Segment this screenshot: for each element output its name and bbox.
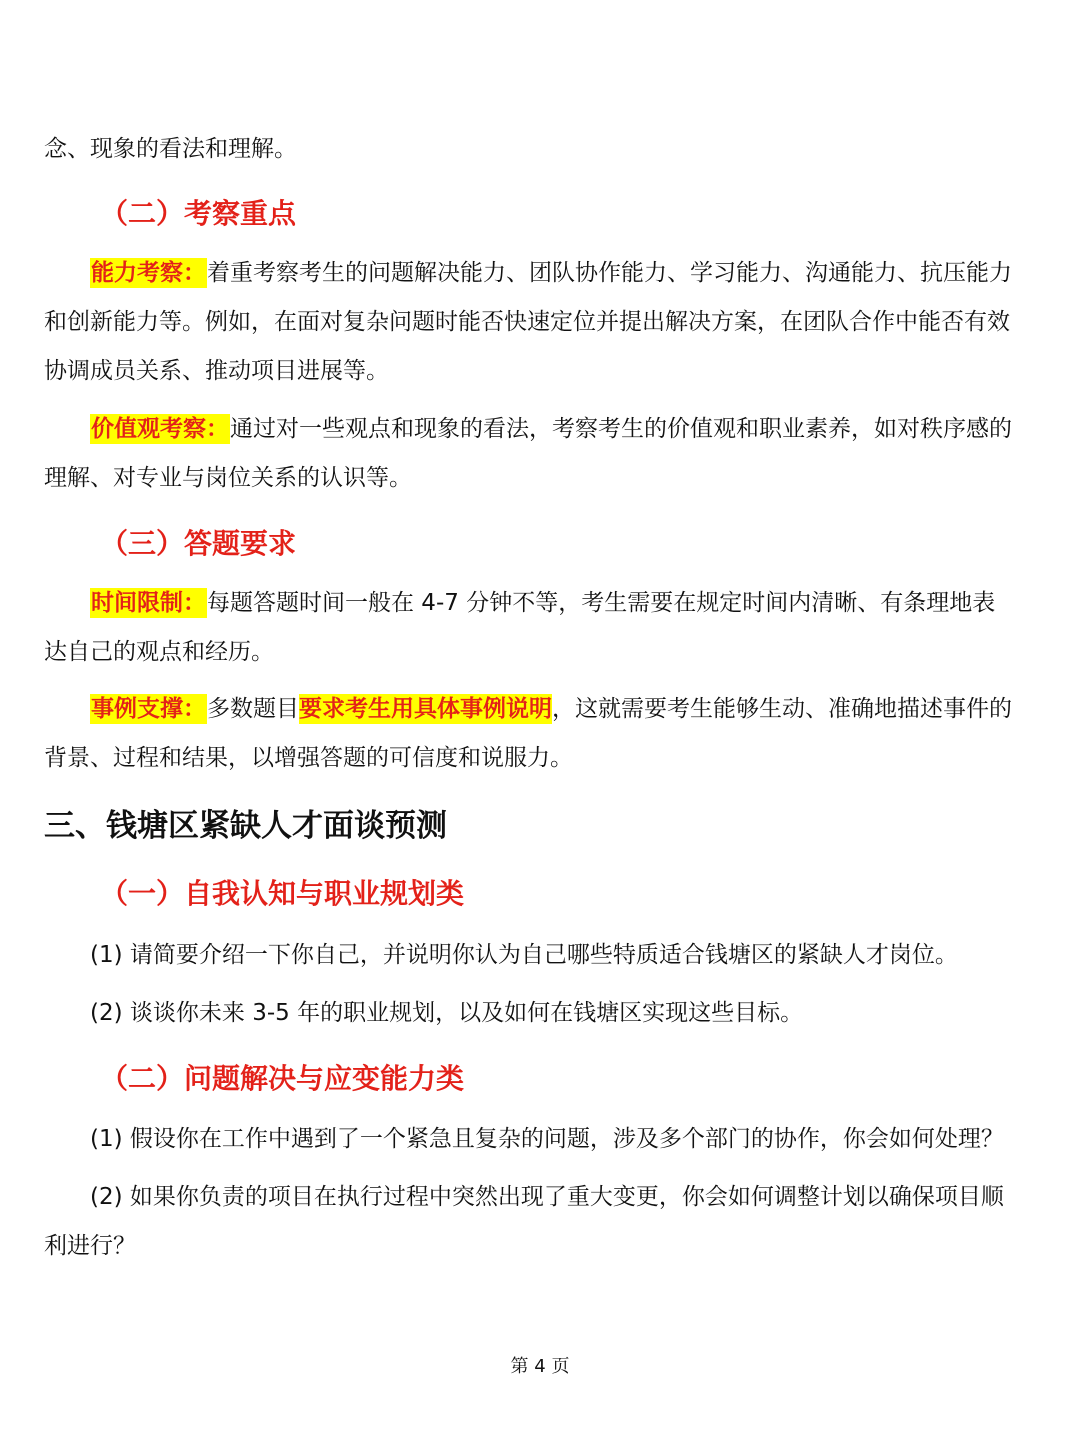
section-three-heading: 三、钱塘区紧缺人才面谈预测	[44, 808, 447, 844]
requirements-heading: （三）答题要求	[100, 527, 297, 560]
time-text-line2: 达自己的观点和经历。	[44, 639, 274, 665]
group2-question-1: (1) 假设你在工作中遇到了一个紧急且复杂的问题，涉及多个部门的协作，你会如何处理？	[90, 1126, 1004, 1152]
examples-text-after: ，这就需要考生能够生动、准确地描述事件的	[552, 696, 1012, 722]
examples-paragraph-line1	[90, 694, 1080, 724]
intro-tail-text: 念、现象的看法和理解。	[44, 136, 297, 162]
time-text-line1: 每题答题时间一般在 4-7 分钟不等，考生需要在规定时间内清晰、有条理地表	[207, 590, 996, 616]
values-paragraph-line1	[90, 414, 1080, 444]
group2-question-2-line1: (2) 如果你负责的项目在执行过程中突然出现了重大变更，你会如何调整计划以确保项目顺	[90, 1184, 1004, 1210]
values-text-line1: 通过对一些观点和现象的看法，考察考生的价值观和职业素养，如对秩序感的	[230, 416, 1012, 442]
group1-question-1: (1) 请简要介绍一下你自己，并说明你认为自己哪些特质适合钱塘区的紧缺人才岗位。	[90, 942, 958, 968]
ability-paragraph-line1	[90, 258, 1080, 288]
page-number: 第 4 页	[510, 1356, 570, 1377]
ability-label: 能力考察：	[91, 260, 206, 286]
values-text-line2: 理解、对专业与岗位关系的认识等。	[44, 465, 412, 491]
focus-heading: （二）考察重点	[100, 197, 297, 230]
examples-label: 事例支撑：	[91, 696, 206, 722]
examples-highlight: 要求考生用具体事例说明	[299, 696, 552, 722]
values-label: 价值观考察：	[91, 416, 229, 442]
time-label: 时间限制：	[91, 590, 206, 616]
group2-heading: （二）问题解决与应变能力类	[100, 1062, 465, 1095]
ability-text-line2: 和创新能力等。例如，在面对复杂问题时能否快速定位并提出解决方案，在团队合作中能否有效	[44, 309, 1010, 335]
ability-text-line3: 协调成员关系、推动项目进展等。	[44, 358, 389, 384]
group1-heading: （一）自我认知与职业规划类	[100, 877, 465, 910]
examples-text-before: 多数题目	[207, 696, 299, 722]
time-paragraph-line1	[90, 588, 1080, 618]
group1-question-2: (2) 谈谈你未来 3-5 年的职业规划，以及如何在钱塘区实现这些目标。	[90, 1000, 804, 1026]
examples-text-line2: 背景、过程和结果，以增强答题的可信度和说服力。	[44, 745, 573, 771]
group2-question-2-line2: 利进行？	[44, 1233, 136, 1259]
ability-text-line1: 着重考察考生的问题解决能力、团队协作能力、学习能力、沟通能力、抗压能力	[207, 260, 1012, 286]
